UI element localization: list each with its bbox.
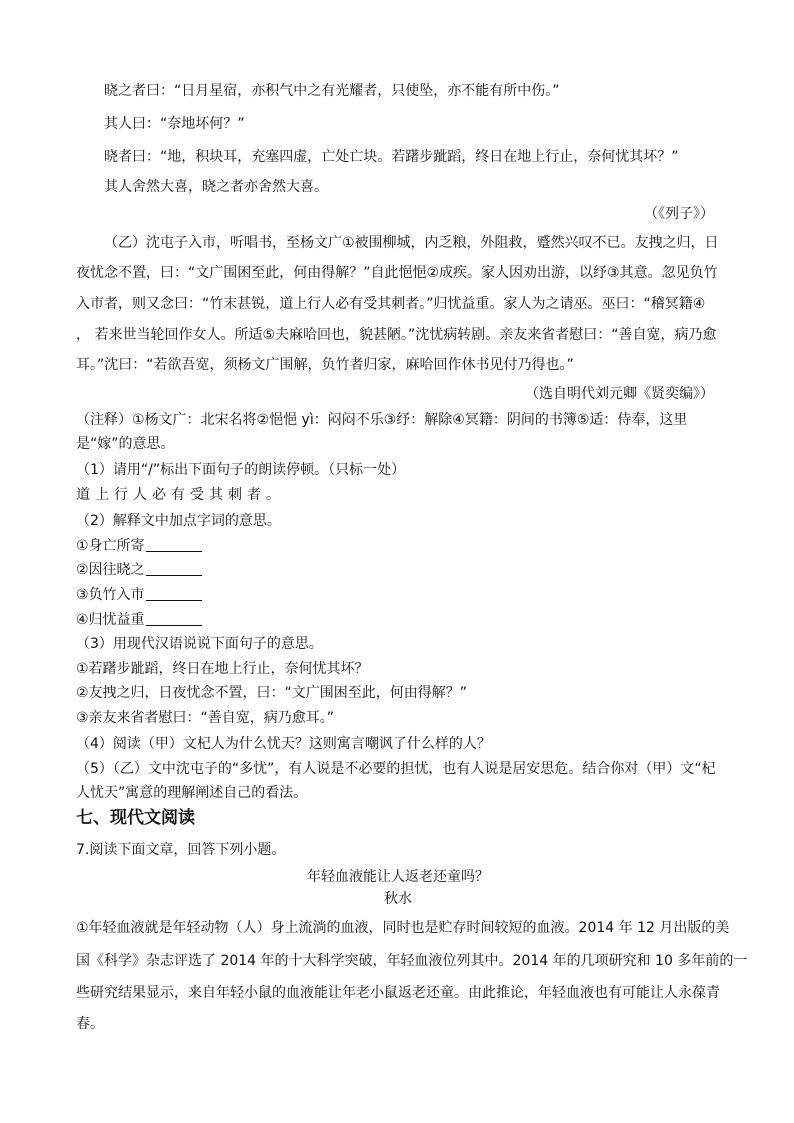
article-author: 秋水 <box>384 891 412 907</box>
question-2: （2）解释文中加点字词的意思。 <box>76 513 281 529</box>
question-2-item-3-text: ③负竹入市 <box>76 587 145 603</box>
passage-yi-line-5: 耳。”沈曰：“若欲吾宽，须杨文广围解，负竹者归家，麻哈回作休书见付乃得也。” <box>76 357 574 373</box>
question-1-sentence: 道上行人必有受其刺者。 <box>76 487 285 503</box>
question-3-item-2: ②友拽之归，日夜忧念不置，曰：“文广围困至此，何由得解？” <box>76 685 468 701</box>
notes-line-1: （注释）①杨文广：北宋名将②悒悒 yì：闷闷不乐③纾：解除④冥籍：阴间的书簿⑤适：侍奉，这里 <box>76 412 688 428</box>
article-paragraph-line-3: 些研究结果显示，来自年轻小鼠的血液能让年老小鼠返老还童。由此推论，年轻血液也有可能让人永葆青 <box>76 985 720 1001</box>
answer-blank-4[interactable] <box>146 611 202 626</box>
section-7-heading: 七、现代文阅读 <box>76 808 195 828</box>
question-3-item-3: ③亲友来省者慰曰：“善自宽，病乃愈耳。” <box>76 710 335 726</box>
question-4: （4）阅读（甲）文杞人为什么忧天？这则寓言嘲讽了什么样的人？ <box>76 736 491 752</box>
passage-yi-line-4: ， 若来世当轮回作女人。所适⑤夫麻哈回也，貌甚陋。”沈忧病转剧。亲友来省者慰曰：“善自宽，病乃愈 <box>76 327 717 343</box>
article-paragraph-line-4: 春。 <box>76 1016 104 1032</box>
article-paragraph-line-2: 国《科学》杂志评选了 2014 年的十大科学突破，年轻血液位列其中。2014 年的几项研究和 10 多年前的一 <box>76 953 748 969</box>
question-5-line-1: （5）（乙）文中沈屯子的“多忧”，有人说是不必要的担忧，也有人说是居安思危。结合你对（甲）文“杞 <box>76 761 716 777</box>
question-1: （1）请用“/”标出下面句子的朗读停顿。（只标一处） <box>76 462 406 478</box>
question-3-item-1: ①若躇步跐蹈，终日在地上行止，奈何忧其坏？ <box>76 661 369 677</box>
passage-yi-line-1: （乙）沈屯子入市，听唱书，至杨文广①被围柳城，内乏粮，外阻救，蹙然兴叹不已。友拽之归，日 <box>104 235 719 251</box>
answer-blank-2[interactable] <box>146 561 202 576</box>
question-2-item-4-text: ④归忧益重 <box>76 612 145 628</box>
passage-jia-paragraph-2: 其人曰：“奈地坏何？” <box>104 116 245 132</box>
question-3: （3）用现代汉语说说下面句子的意思。 <box>76 636 323 652</box>
question-2-item-1 <box>76 535 720 557</box>
question-2-item-3 <box>76 584 720 606</box>
answer-blank-1[interactable] <box>146 537 202 552</box>
article-title: 年轻血液能让人返老还童吗？ <box>307 869 489 885</box>
passage-jia-paragraph-4: 其人舍然大喜，晓之者亦舍然大喜。 <box>104 179 328 195</box>
passage-yi-line-2: 夜忧念不置，曰：“文广围困至此，何由得解？”自此悒悒②成疾。家人因劝出游，以纾③其意。忽见负竹 <box>76 265 718 281</box>
question-5-line-2: 人忧天”寓意的理解阐述自己的看法。 <box>76 785 308 801</box>
passage-jia-paragraph-3: 晓者曰：“地，积块耳，充塞四虚，亡处亡块。若躇步跐蹈，终日在地上行止，奈何忧其坏？” <box>104 149 679 165</box>
section-7-instruction: 7.阅读下面文章，回答下列小题。 <box>76 842 286 858</box>
article-paragraph-line-1: ①年轻血液就是年轻动物（人）身上流淌的血液，同时也是贮存时间较短的血液。2014 年 12 月出版的美 <box>76 920 730 936</box>
passage-jia-source: （《列子》） <box>644 206 714 222</box>
question-2-item-4 <box>76 609 720 631</box>
question-2-item-2-text: ②因往晓之 <box>76 562 145 578</box>
notes-line-2: 是“嫁”的意思。 <box>76 436 175 452</box>
question-2-item-1-text: ①身亡所寄 <box>76 538 145 554</box>
passage-jia-paragraph-1: 晓之者曰：“日月星宿，亦积气中之有光耀者，只使坠，亦不能有所中伤。” <box>104 83 560 99</box>
answer-blank-3[interactable] <box>146 586 202 601</box>
passage-yi-line-3: 入市者，则又念曰：“竹末甚锐，道上行人必有受其刺者。”归忧益重。家人为之请巫。巫曰：“稽冥籍④ <box>76 296 706 312</box>
question-2-item-2 <box>76 559 720 581</box>
passage-yi-source: （选自明代刘元卿《贤奕编》） <box>525 386 714 402</box>
